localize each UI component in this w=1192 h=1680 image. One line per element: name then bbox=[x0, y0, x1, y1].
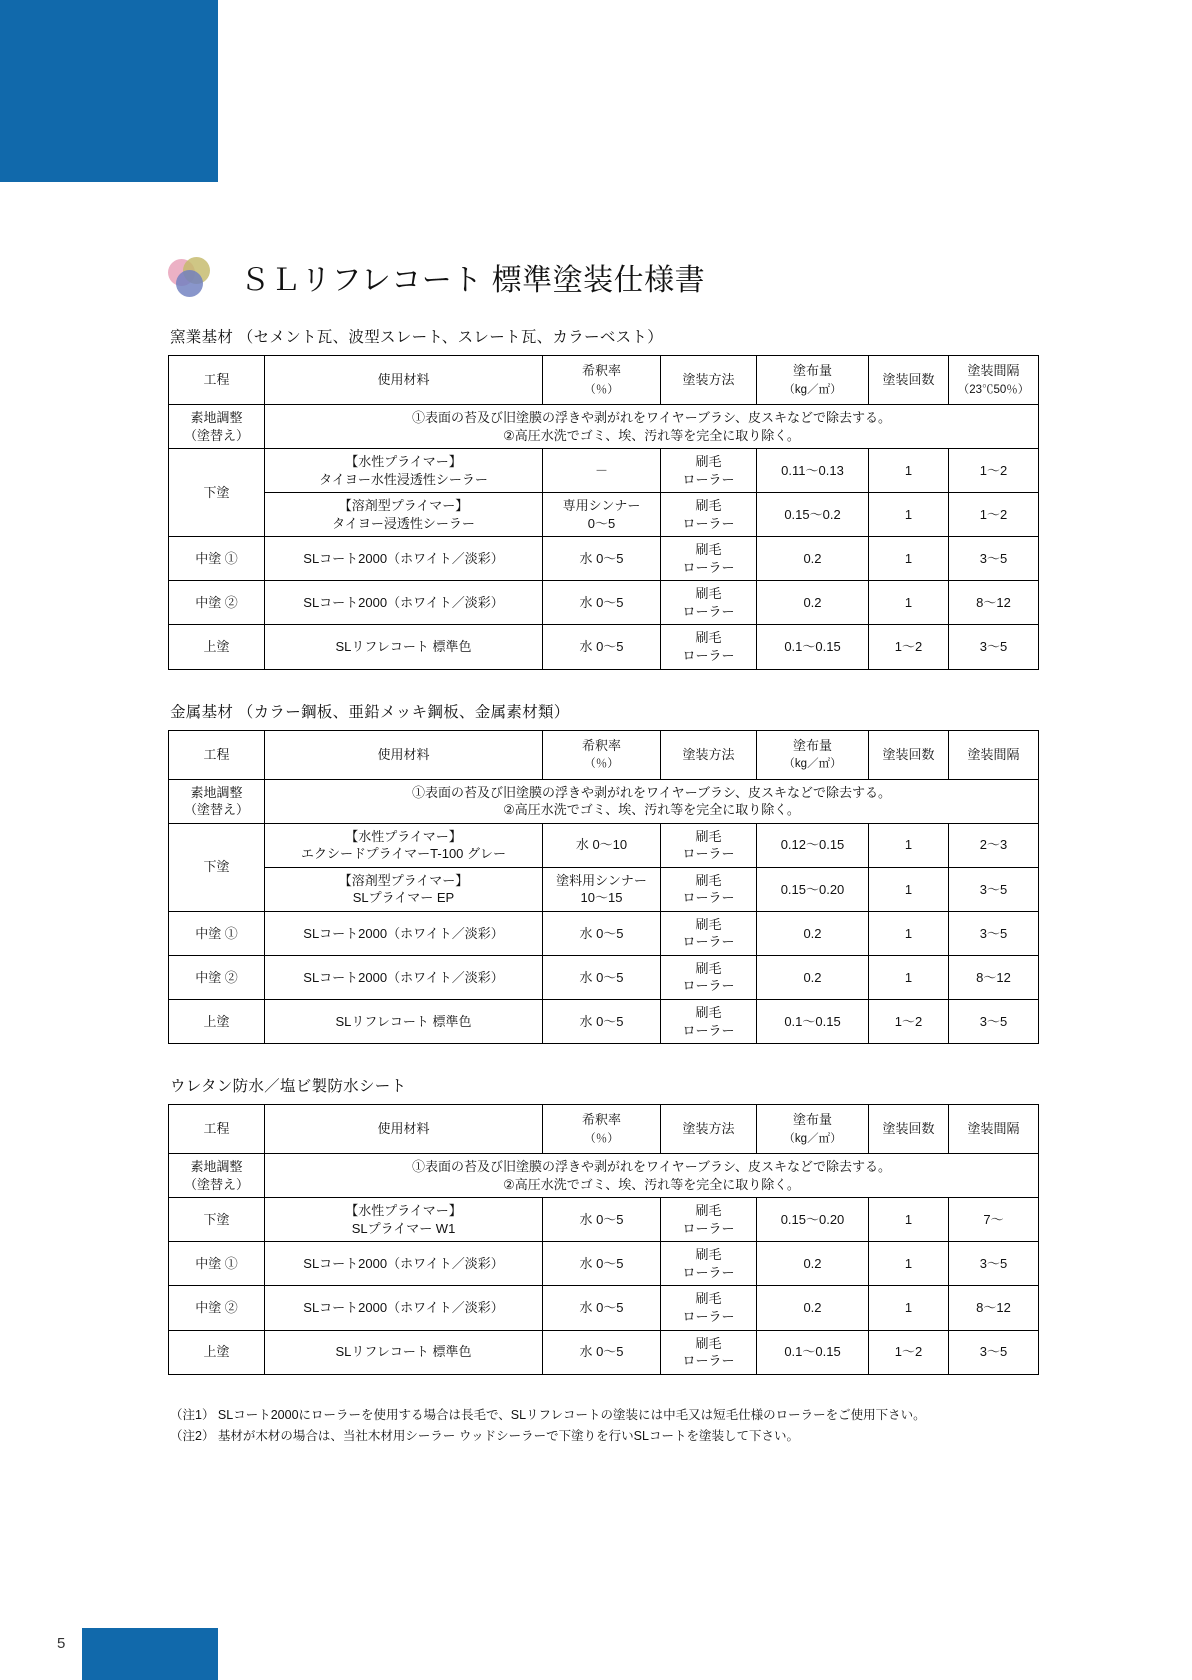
cell-amount: 0.1〜0.15 bbox=[757, 625, 869, 669]
table-row bbox=[169, 405, 1039, 449]
section-heading: 窯業基材 （セメント瓦、波型スレート、スレート瓦、カラーベスト） bbox=[170, 329, 664, 346]
cell-interval: 7〜 bbox=[949, 1198, 1039, 1242]
page-number: 5 bbox=[57, 1635, 66, 1652]
cell-material: SLコート2000（ホワイト／淡彩） bbox=[265, 1286, 543, 1330]
table-header-row bbox=[169, 356, 1039, 405]
table-row bbox=[169, 1154, 1039, 1198]
cell-method: 刷毛 ローラー bbox=[661, 1330, 757, 1374]
col-header-dilution: 希釈率 （％） bbox=[543, 1105, 661, 1154]
cell-prep-description: ①表面の苔及び旧塗膜の浮きや剥がれをワイヤーブラシ、皮スキなどで除去する。 ②高圧水洗でゴミ、埃、汚れ等を完全に取り除く。 bbox=[265, 405, 1039, 449]
cell-interval: 3〜5 bbox=[949, 537, 1039, 581]
cell-interval: 3〜5 bbox=[949, 1330, 1039, 1374]
cell-count: 1 bbox=[869, 537, 949, 581]
cell-dilution: － bbox=[543, 449, 661, 493]
col-header-interval: 塗装間隔 （23℃50％） bbox=[949, 356, 1039, 405]
cell-dilution: 水 0〜5 bbox=[543, 1330, 661, 1374]
cell-step: 素地調整 （塗替え） bbox=[169, 779, 265, 823]
cell-amount: 0.2 bbox=[757, 581, 869, 625]
cell-material: 【溶剤型プライマー】 SLプライマー EP bbox=[265, 867, 543, 911]
cell-material: SLリフレコート 標準色 bbox=[265, 625, 543, 669]
cell-count: 1 bbox=[869, 1242, 949, 1286]
cell-method: 刷毛 ローラー bbox=[661, 867, 757, 911]
cell-material: SLコート2000（ホワイト／淡彩） bbox=[265, 1242, 543, 1286]
cell-amount: 0.12〜0.15 bbox=[757, 823, 869, 867]
col-header-material: 使用材料 bbox=[265, 356, 543, 405]
note-line: （注2） 基材が木材の場合は、当社木材用シーラー ウッドシーラーで下塗りを行いSLコートを塗装して下さい。 bbox=[170, 1428, 799, 1443]
cell-method: 刷毛 ローラー bbox=[661, 449, 757, 493]
col-header-method: 塗装方法 bbox=[661, 356, 757, 405]
cell-count: 1 bbox=[869, 1198, 949, 1242]
spec-table bbox=[168, 1104, 1039, 1374]
col-header-amount: 塗布量 （kg／㎡） bbox=[757, 730, 869, 779]
cell-step: 素地調整 （塗替え） bbox=[169, 405, 265, 449]
col-header-material: 使用材料 bbox=[265, 1105, 543, 1154]
cell-step: 上塗 bbox=[169, 1000, 265, 1044]
table-row bbox=[169, 625, 1039, 669]
cell-interval: 3〜5 bbox=[949, 625, 1039, 669]
spec-table bbox=[168, 355, 1039, 670]
cell-amount: 0.15〜0.20 bbox=[757, 867, 869, 911]
cell-step: 下塗 bbox=[169, 823, 265, 911]
col-header-dilution: 希釈率 （％） bbox=[543, 356, 661, 405]
cell-amount: 0.2 bbox=[757, 955, 869, 999]
cell-step: 中塗 ① bbox=[169, 537, 265, 581]
table-row bbox=[169, 1242, 1039, 1286]
cell-step: 上塗 bbox=[169, 625, 265, 669]
cell-dilution: 水 0〜5 bbox=[543, 625, 661, 669]
spec-sections bbox=[168, 325, 1038, 1375]
footer-color-block bbox=[82, 1628, 218, 1680]
col-header-method: 塗装方法 bbox=[661, 730, 757, 779]
cell-step: 中塗 ② bbox=[169, 1286, 265, 1330]
table-row bbox=[169, 1000, 1039, 1044]
cell-dilution: 水 0〜10 bbox=[543, 823, 661, 867]
title-row bbox=[168, 255, 1038, 299]
cell-material: 【溶剤型プライマー】 タイヨー浸透性シーラー bbox=[265, 493, 543, 537]
cell-interval: 1〜2 bbox=[949, 449, 1039, 493]
cell-method: 刷毛 ローラー bbox=[661, 581, 757, 625]
col-header-interval: 塗装間隔 bbox=[949, 730, 1039, 779]
table-header-row bbox=[169, 730, 1039, 779]
cell-amount: 0.1〜0.15 bbox=[757, 1000, 869, 1044]
cell-dilution: 水 0〜5 bbox=[543, 955, 661, 999]
cell-dilution: 水 0〜5 bbox=[543, 581, 661, 625]
cell-amount: 0.2 bbox=[757, 537, 869, 581]
table-row bbox=[169, 1198, 1039, 1242]
cell-method: 刷毛 ローラー bbox=[661, 1000, 757, 1044]
cell-interval: 3〜5 bbox=[949, 867, 1039, 911]
company-logo-icon bbox=[168, 257, 226, 297]
cell-interval: 8〜12 bbox=[949, 955, 1039, 999]
table-row bbox=[169, 779, 1039, 823]
table-row bbox=[169, 493, 1039, 537]
cell-step: 中塗 ② bbox=[169, 955, 265, 999]
cell-count: 1 bbox=[869, 911, 949, 955]
section-heading: 金属基材 （カラー鋼板、亜鉛メッキ鋼板、金属素材類） bbox=[170, 703, 570, 721]
col-header-step: 工程 bbox=[169, 356, 265, 405]
cell-amount: 0.2 bbox=[757, 1242, 869, 1286]
col-header-interval: 塗装間隔 bbox=[949, 1105, 1039, 1154]
cell-method: 刷毛 ローラー bbox=[661, 493, 757, 537]
cell-count: 1〜2 bbox=[869, 1000, 949, 1044]
cell-step: 素地調整 （塗替え） bbox=[169, 1154, 265, 1198]
cell-material: SLコート2000（ホワイト／淡彩） bbox=[265, 537, 543, 581]
cell-material: SLリフレコート 標準色 bbox=[265, 1330, 543, 1374]
cell-method: 刷毛 ローラー bbox=[661, 823, 757, 867]
cell-amount: 0.15〜0.20 bbox=[757, 1198, 869, 1242]
cell-material: 【水性プライマー】 タイヨー水性浸透性シーラー bbox=[265, 449, 543, 493]
cell-dilution: 水 0〜5 bbox=[543, 1286, 661, 1330]
cell-material: SLコート2000（ホワイト／淡彩） bbox=[265, 911, 543, 955]
cell-step: 上塗 bbox=[169, 1330, 265, 1374]
cell-material: 【水性プライマー】 SLプライマー W1 bbox=[265, 1198, 543, 1242]
table-row bbox=[169, 537, 1039, 581]
col-header-count: 塗装回数 bbox=[869, 356, 949, 405]
cell-prep-description: ①表面の苔及び旧塗膜の浮きや剥がれをワイヤーブラシ、皮スキなどで除去する。 ②高圧水洗でゴミ、埃、汚れ等を完全に取り除く。 bbox=[265, 779, 1039, 823]
cell-count: 1〜2 bbox=[869, 1330, 949, 1374]
document-content bbox=[168, 255, 1038, 1447]
cell-interval: 3〜5 bbox=[949, 911, 1039, 955]
cell-prep-description: ①表面の苔及び旧塗膜の浮きや剥がれをワイヤーブラシ、皮スキなどで除去する。 ②高圧水洗でゴミ、埃、汚れ等を完全に取り除く。 bbox=[265, 1154, 1039, 1198]
col-header-step: 工程 bbox=[169, 1105, 265, 1154]
cell-dilution: 水 0〜5 bbox=[543, 911, 661, 955]
cell-count: 1 bbox=[869, 823, 949, 867]
table-row bbox=[169, 449, 1039, 493]
cell-method: 刷毛 ローラー bbox=[661, 1242, 757, 1286]
cell-dilution: 塗料用シンナー 10〜15 bbox=[543, 867, 661, 911]
table-header-row bbox=[169, 1105, 1039, 1154]
cell-step: 中塗 ① bbox=[169, 911, 265, 955]
cell-interval: 8〜12 bbox=[949, 1286, 1039, 1330]
header-color-block bbox=[0, 0, 218, 182]
cell-material: SLコート2000（ホワイト／淡彩） bbox=[265, 955, 543, 999]
cell-material: SLリフレコート 標準色 bbox=[265, 1000, 543, 1044]
cell-method: 刷毛 ローラー bbox=[661, 537, 757, 581]
table-row bbox=[169, 867, 1039, 911]
cell-count: 1 bbox=[869, 867, 949, 911]
cell-step: 下塗 bbox=[169, 449, 265, 537]
notes-block bbox=[170, 1405, 1038, 1448]
cell-amount: 0.1〜0.15 bbox=[757, 1330, 869, 1374]
col-header-step: 工程 bbox=[169, 730, 265, 779]
cell-dilution: 水 0〜5 bbox=[543, 1198, 661, 1242]
cell-method: 刷毛 ローラー bbox=[661, 625, 757, 669]
table-row bbox=[169, 1330, 1039, 1374]
table-row bbox=[169, 581, 1039, 625]
cell-interval: 8〜12 bbox=[949, 581, 1039, 625]
col-header-count: 塗装回数 bbox=[869, 1105, 949, 1154]
table-row bbox=[169, 911, 1039, 955]
cell-amount: 0.2 bbox=[757, 911, 869, 955]
cell-step: 中塗 ① bbox=[169, 1242, 265, 1286]
cell-dilution: 水 0〜5 bbox=[543, 1000, 661, 1044]
cell-count: 1 bbox=[869, 449, 949, 493]
cell-method: 刷毛 ローラー bbox=[661, 1286, 757, 1330]
cell-dilution: 水 0〜5 bbox=[543, 1242, 661, 1286]
section-heading: ウレタン防水／塩ビ製防水シート bbox=[170, 1078, 407, 1096]
cell-amount: 0.15〜0.2 bbox=[757, 493, 869, 537]
cell-interval: 2〜3 bbox=[949, 823, 1039, 867]
col-header-count: 塗装回数 bbox=[869, 730, 949, 779]
spec-table bbox=[168, 730, 1039, 1045]
spec-section bbox=[168, 325, 1038, 670]
cell-amount: 0.11〜0.13 bbox=[757, 449, 869, 493]
col-header-dilution: 希釈率 （％） bbox=[543, 730, 661, 779]
table-row bbox=[169, 823, 1039, 867]
cell-count: 1 bbox=[869, 493, 949, 537]
cell-interval: 3〜5 bbox=[949, 1242, 1039, 1286]
cell-interval: 3〜5 bbox=[949, 1000, 1039, 1044]
table-row bbox=[169, 1286, 1039, 1330]
spec-section bbox=[168, 1074, 1038, 1374]
cell-count: 1〜2 bbox=[869, 625, 949, 669]
cell-dilution: 水 0〜5 bbox=[543, 537, 661, 581]
col-header-amount: 塗布量 （kg／㎡） bbox=[757, 356, 869, 405]
col-header-material: 使用材料 bbox=[265, 730, 543, 779]
table-row bbox=[169, 955, 1039, 999]
cell-step: 中塗 ② bbox=[169, 581, 265, 625]
cell-count: 1 bbox=[869, 581, 949, 625]
cell-material: 【水性プライマー】 エクシードプライマーT-100 グレー bbox=[265, 823, 543, 867]
spec-section bbox=[168, 700, 1038, 1045]
cell-step: 下塗 bbox=[169, 1198, 265, 1242]
cell-interval: 1〜2 bbox=[949, 493, 1039, 537]
cell-method: 刷毛 ローラー bbox=[661, 911, 757, 955]
cell-dilution: 専用シンナー 0〜5 bbox=[543, 493, 661, 537]
col-header-amount: 塗布量 （kg／㎡） bbox=[757, 1105, 869, 1154]
cell-method: 刷毛 ローラー bbox=[661, 1198, 757, 1242]
note-line: （注1） SLコート2000にローラーを使用する場合は長毛で、SLリフレコートの塗装には中毛又は短毛仕様のローラーをご使用下さい。 bbox=[170, 1407, 926, 1422]
page-title: ＳＬリフレコート 標準塗装仕様書 bbox=[240, 264, 706, 297]
cell-method: 刷毛 ローラー bbox=[661, 955, 757, 999]
cell-amount: 0.2 bbox=[757, 1286, 869, 1330]
col-header-method: 塗装方法 bbox=[661, 1105, 757, 1154]
cell-material: SLコート2000（ホワイト／淡彩） bbox=[265, 581, 543, 625]
cell-count: 1 bbox=[869, 955, 949, 999]
cell-count: 1 bbox=[869, 1286, 949, 1330]
